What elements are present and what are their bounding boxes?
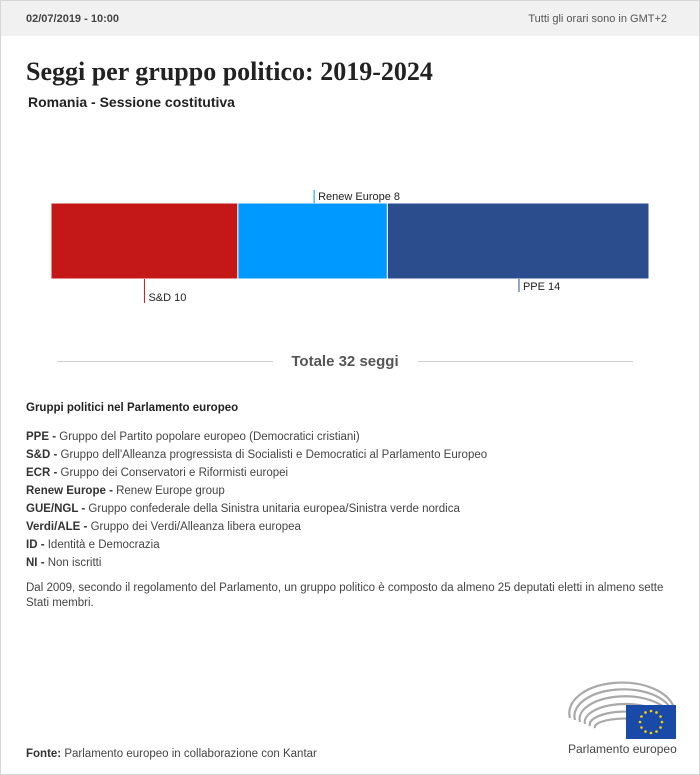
legend-abbr: GUE/NGL -: [26, 503, 86, 515]
legend-abbr: Renew Europe -: [26, 485, 113, 497]
total-seats-label: Totale 32 seggi: [291, 353, 399, 370]
eu-star-icon: [644, 711, 647, 714]
legend-item: [26, 428, 676, 446]
legend-description: Gruppo dei Verdi/Alleanza libera europea: [90, 521, 301, 533]
legend-heading: Gruppi politici nel Parlamento europeo: [26, 402, 239, 414]
legend-abbr: NI -: [26, 557, 45, 569]
segment-label: Renew Europe 8: [318, 191, 401, 203]
legend-abbr: PPE -: [26, 431, 57, 443]
source-label: Fonte:: [26, 748, 62, 760]
eu-star-icon: [659, 715, 662, 718]
bar-segment-s-d: [51, 203, 238, 279]
legend-abbr: ECR -: [26, 467, 58, 479]
eu-star-icon: [655, 711, 658, 714]
source-text: Parlamento europeo in collaborazione con Kantar: [64, 748, 317, 760]
legend-item: [26, 446, 676, 464]
legend-description: Gruppo dei Conservatori e Riformisti europei: [60, 467, 289, 479]
legend-item: [26, 500, 676, 518]
eu-star-icon: [639, 721, 642, 724]
eu-star-icon: [661, 721, 664, 724]
segment-label: S&D 10: [148, 292, 187, 304]
bar-segment-renew-europe: [238, 203, 388, 279]
legend-item: [26, 482, 676, 500]
divider-line-right: [418, 361, 633, 362]
logo-text: Parlamento europeo: [568, 742, 677, 756]
top-bar: [1, 1, 699, 36]
source-credit: [26, 748, 317, 760]
legend-abbr: S&D -: [26, 449, 58, 461]
seats-stacked-bar-chart: [0, 150, 700, 320]
legend-abbr: ID -: [26, 539, 45, 551]
eu-star-icon: [659, 726, 662, 729]
legend-description: Gruppo confederale della Sinistra unitaria europea/Sinistra verde nordica: [88, 503, 460, 515]
eu-star-icon: [650, 710, 653, 713]
legend-item: [26, 518, 676, 536]
eu-star-icon: [640, 726, 643, 729]
regulation-note: Dal 2009, secondo il regolamento del Parlamento, un gruppo politico è composto da almeno 25 deputati eletti in almeno sette Stati membri.: [26, 582, 664, 609]
legend-item: [26, 464, 676, 482]
segment-label: PPE 14: [522, 281, 561, 293]
political-groups-legend: [26, 402, 676, 572]
timestamp: 02/07/2019 - 10:00: [26, 13, 119, 25]
timezone-note: Tutti gli orari sono in GMT+2: [528, 13, 667, 25]
legend-description: Gruppo del Partito popolare europeo (Democratici cristiani): [59, 431, 360, 443]
legend-abbr: Verdi/ALE -: [26, 521, 88, 533]
eu-star-icon: [655, 730, 658, 733]
legend-item: [26, 536, 676, 554]
page-title: Seggi per gruppo politico: 2019-2024: [26, 57, 433, 86]
bar-segment-ppe: [387, 203, 649, 279]
eu-star-icon: [640, 715, 643, 718]
legend-description: Gruppo dell'Alleanza progressista di Socialisti e Democratici al Parlamento Europeo: [60, 449, 488, 461]
total-seats-divider: [57, 352, 633, 372]
legend-list: [26, 428, 676, 572]
legend-item: [26, 554, 676, 572]
legend-description: Non iscritti: [47, 557, 102, 569]
eu-star-icon: [644, 730, 647, 733]
legend-description: Renew Europe group: [116, 485, 225, 497]
page-subtitle: Romania - Sessione costitutiva: [28, 94, 235, 110]
legend-description: Identità e Democrazia: [47, 539, 160, 551]
eu-star-icon: [650, 732, 653, 735]
